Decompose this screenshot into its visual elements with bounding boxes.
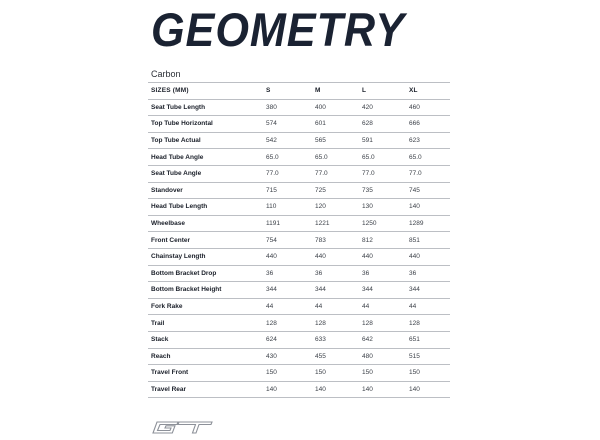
cell-value: 542 (263, 132, 312, 149)
cell-value: 150 (406, 365, 450, 382)
cell-value: 666 (406, 116, 450, 133)
table-row (148, 265, 450, 282)
cell-value: 651 (406, 331, 450, 348)
cell-value: 36 (312, 265, 359, 282)
cell-value: 623 (406, 132, 450, 149)
cell-value: 120 (312, 199, 359, 216)
cell-value: 440 (359, 248, 406, 265)
row-label: Standover (148, 182, 263, 199)
header-size-xl: XL (406, 83, 450, 100)
cell-value: 36 (359, 265, 406, 282)
cell-value: 140 (312, 381, 359, 398)
cell-value: 110 (263, 199, 312, 216)
header-size-s: S (263, 83, 312, 100)
row-label: Wheelbase (148, 215, 263, 232)
table-row (148, 232, 450, 249)
cell-value: 344 (359, 282, 406, 299)
cell-value: 140 (359, 381, 406, 398)
cell-value: 44 (263, 298, 312, 315)
cell-value: 812 (359, 232, 406, 249)
cell-value: 77.0 (406, 165, 450, 182)
table-row (148, 365, 450, 382)
geometry-table (148, 82, 450, 398)
cell-value: 460 (406, 99, 450, 116)
cell-value: 344 (406, 282, 450, 299)
cell-value: 455 (312, 348, 359, 365)
cell-value: 440 (312, 248, 359, 265)
cell-value: 440 (406, 248, 450, 265)
row-label: Head Tube Angle (148, 149, 263, 166)
cell-value: 36 (263, 265, 312, 282)
row-label: Chainstay Length (148, 248, 263, 265)
cell-value: 344 (312, 282, 359, 299)
row-label: Head Tube Length (148, 199, 263, 216)
cell-value: 44 (406, 298, 450, 315)
header-sizes: SIZES (MM) (148, 83, 263, 100)
cell-value: 150 (263, 365, 312, 382)
table-row (148, 381, 450, 398)
cell-value: 420 (359, 99, 406, 116)
table-row (148, 116, 450, 133)
cell-value: 642 (359, 331, 406, 348)
table-row (148, 248, 450, 265)
cell-value: 65.0 (312, 149, 359, 166)
cell-value: 574 (263, 116, 312, 133)
row-label: Seat Tube Angle (148, 165, 263, 182)
cell-value: 380 (263, 99, 312, 116)
cell-value: 1289 (406, 215, 450, 232)
cell-value: 783 (312, 232, 359, 249)
row-label: Seat Tube Length (148, 99, 263, 116)
row-label: Travel Front (148, 365, 263, 382)
cell-value: 150 (359, 365, 406, 382)
cell-value: 430 (263, 348, 312, 365)
cell-value: 745 (406, 182, 450, 199)
cell-value: 128 (263, 315, 312, 332)
cell-value: 440 (263, 248, 312, 265)
row-label: Reach (148, 348, 263, 365)
cell-value: 480 (359, 348, 406, 365)
table-header-row (148, 83, 450, 100)
cell-value: 633 (312, 331, 359, 348)
table-row (148, 315, 450, 332)
table-row (148, 199, 450, 216)
cell-value: 851 (406, 232, 450, 249)
gt-logo-icon (150, 420, 214, 434)
cell-value: 754 (263, 232, 312, 249)
cell-value: 140 (406, 381, 450, 398)
cell-value: 1221 (312, 215, 359, 232)
cell-value: 130 (359, 199, 406, 216)
cell-value: 400 (312, 99, 359, 116)
cell-value: 128 (359, 315, 406, 332)
table-row (148, 99, 450, 116)
header-size-l: L (359, 83, 406, 100)
table-row (148, 298, 450, 315)
cell-value: 725 (312, 182, 359, 199)
cell-value: 65.0 (359, 149, 406, 166)
cell-value: 128 (312, 315, 359, 332)
geometry-table-body (148, 99, 450, 398)
row-label: Bottom Bracket Height (148, 282, 263, 299)
cell-value: 715 (263, 182, 312, 199)
cell-value: 591 (359, 132, 406, 149)
page-title: GEOMETRY (151, 3, 406, 56)
table-row (148, 348, 450, 365)
header-size-m: M (312, 83, 359, 100)
cell-value: 65.0 (263, 149, 312, 166)
cell-value: 77.0 (312, 165, 359, 182)
table-row (148, 331, 450, 348)
row-label: Bottom Bracket Drop (148, 265, 263, 282)
cell-value: 1250 (359, 215, 406, 232)
row-label: Fork Rake (148, 298, 263, 315)
table-row (148, 182, 450, 199)
table-row (148, 132, 450, 149)
cell-value: 735 (359, 182, 406, 199)
row-label: Top Tube Actual (148, 132, 263, 149)
cell-value: 628 (359, 116, 406, 133)
row-label: Stack (148, 331, 263, 348)
cell-value: 36 (406, 265, 450, 282)
cell-value: 44 (312, 298, 359, 315)
cell-value: 150 (312, 365, 359, 382)
cell-value: 140 (406, 199, 450, 216)
row-label: Trail (148, 315, 263, 332)
table-row (148, 215, 450, 232)
cell-value: 515 (406, 348, 450, 365)
cell-value: 140 (263, 381, 312, 398)
cell-value: 128 (406, 315, 450, 332)
cell-value: 601 (312, 116, 359, 133)
cell-value: 565 (312, 132, 359, 149)
cell-value: 77.0 (263, 165, 312, 182)
row-label: Front Center (148, 232, 263, 249)
table-row (148, 149, 450, 166)
table-row (148, 165, 450, 182)
table-row (148, 282, 450, 299)
cell-value: 624 (263, 331, 312, 348)
frame-material-label: Carbon (151, 69, 181, 79)
cell-value: 44 (359, 298, 406, 315)
cell-value: 1191 (263, 215, 312, 232)
row-label: Top Tube Horizontal (148, 116, 263, 133)
row-label: Travel Rear (148, 381, 263, 398)
cell-value: 65.0 (406, 149, 450, 166)
cell-value: 344 (263, 282, 312, 299)
cell-value: 77.0 (359, 165, 406, 182)
